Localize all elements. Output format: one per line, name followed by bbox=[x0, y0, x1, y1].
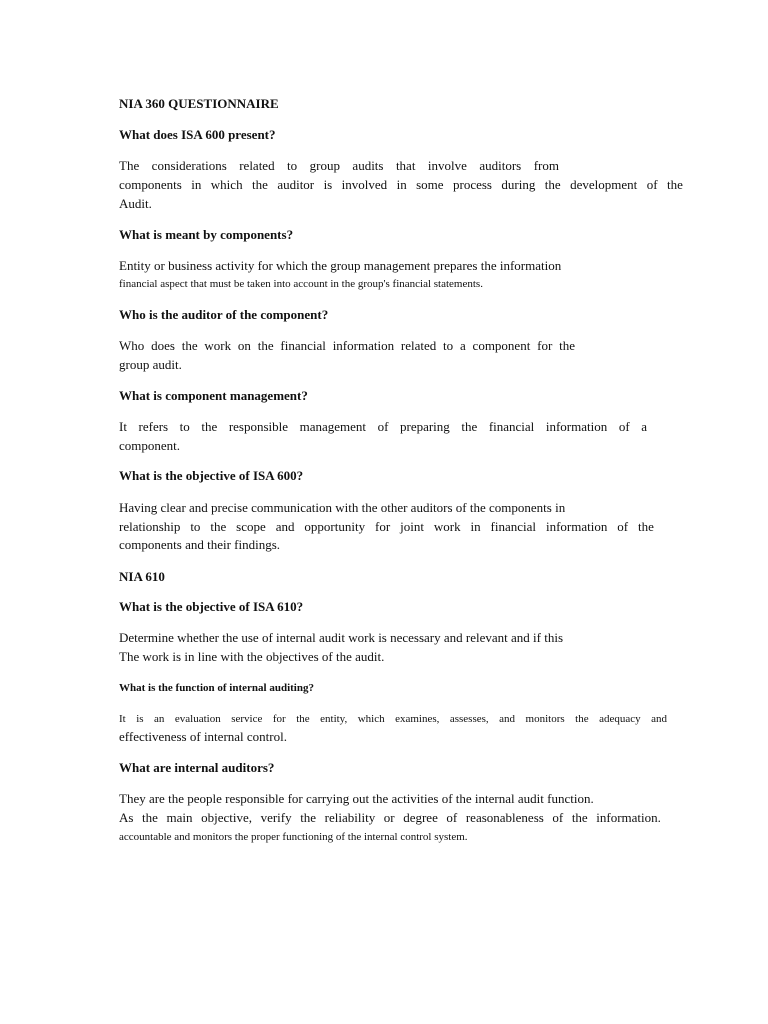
word: adequacy bbox=[599, 713, 641, 725]
word: information. bbox=[596, 810, 661, 825]
word: component bbox=[472, 338, 531, 353]
word: information bbox=[545, 519, 608, 534]
word: objective, bbox=[201, 810, 252, 825]
answer-line bbox=[119, 177, 683, 193]
word: the bbox=[638, 519, 654, 534]
word: opportunity bbox=[304, 519, 366, 534]
word: It bbox=[119, 419, 127, 434]
word: As bbox=[119, 810, 134, 825]
word: refers bbox=[138, 419, 169, 434]
word: involved bbox=[341, 177, 388, 192]
word: relationship bbox=[119, 519, 181, 534]
word: related bbox=[400, 338, 437, 353]
word: and bbox=[651, 713, 667, 725]
answer-line bbox=[119, 158, 559, 174]
question-isa600-present: What does ISA 600 present? bbox=[119, 127, 276, 142]
word: and bbox=[499, 713, 516, 725]
word: of bbox=[377, 419, 389, 434]
word: to bbox=[443, 338, 454, 353]
word: process bbox=[453, 177, 492, 192]
word: the bbox=[296, 713, 310, 725]
question-isa600-objective: What is the objective of ISA 600? bbox=[119, 468, 304, 483]
word: for bbox=[375, 519, 391, 534]
answer-line: Having clear and precise communication with the other auditors of the components in bbox=[119, 500, 566, 515]
word: examines, bbox=[395, 713, 440, 725]
question-internal-auditors: What are internal auditors? bbox=[119, 760, 275, 775]
answer-line: They are the people responsible for carrying out the activities of the internal audit function. bbox=[119, 791, 594, 806]
word: information bbox=[332, 338, 395, 353]
word: which bbox=[210, 177, 243, 192]
word: on bbox=[237, 338, 251, 353]
word: the bbox=[210, 519, 227, 534]
word: information bbox=[545, 419, 608, 434]
word: evaluation bbox=[174, 713, 221, 725]
word: audits bbox=[352, 158, 384, 173]
answer-line: group audit. bbox=[119, 357, 182, 372]
word: in bbox=[470, 519, 481, 534]
word: the bbox=[544, 177, 561, 192]
answer-line: component. bbox=[119, 438, 181, 453]
word: verify bbox=[260, 810, 292, 825]
answer-line: effectiveness of internal control. bbox=[119, 729, 287, 744]
word: is bbox=[136, 713, 144, 725]
answer-line bbox=[119, 419, 647, 435]
word: of bbox=[552, 810, 564, 825]
word: and bbox=[275, 519, 295, 534]
word: service bbox=[231, 713, 263, 725]
word: a bbox=[641, 419, 647, 434]
word: main bbox=[166, 810, 193, 825]
word: of bbox=[617, 519, 629, 534]
word: work bbox=[204, 338, 232, 353]
answer-line bbox=[119, 338, 575, 354]
word: the bbox=[461, 419, 478, 434]
word: the bbox=[300, 810, 317, 825]
word: which bbox=[357, 713, 385, 725]
word: preparing bbox=[399, 419, 450, 434]
document-title: NIA 360 QUESTIONNAIRE bbox=[119, 96, 279, 111]
word: some bbox=[416, 177, 444, 192]
answer-line: accountable and monitors the proper functioning of the internal control system. bbox=[119, 831, 468, 843]
answer-line: The work is in line with the objectives of the audit. bbox=[119, 649, 385, 664]
answer-line bbox=[119, 519, 654, 535]
word: responsible bbox=[228, 419, 289, 434]
word: involve bbox=[427, 158, 467, 173]
answer-line: Entity or business activity for which the group management prepares the information bbox=[119, 258, 562, 273]
question-component-management: What is component management? bbox=[119, 388, 308, 403]
word: to bbox=[179, 419, 190, 434]
word: from bbox=[533, 158, 559, 173]
word: considerations bbox=[151, 158, 227, 173]
word: auditor bbox=[277, 177, 315, 192]
word: is bbox=[323, 177, 333, 192]
word: Who bbox=[119, 338, 145, 353]
question-component-auditor: Who is the auditor of the component? bbox=[119, 307, 329, 322]
word: or bbox=[383, 810, 395, 825]
word: to bbox=[190, 519, 201, 534]
word: of bbox=[618, 419, 630, 434]
answer-line bbox=[119, 711, 667, 727]
word: financial bbox=[280, 338, 326, 353]
word: of bbox=[446, 810, 458, 825]
word: related bbox=[239, 158, 275, 173]
word: work bbox=[433, 519, 461, 534]
word: the bbox=[257, 338, 274, 353]
question-internal-audit-function: What is the function of internal auditing? bbox=[119, 682, 314, 694]
answer-line: Audit. bbox=[119, 196, 152, 211]
answer-line: financial aspect that must be taken into account in the group's financial statements. bbox=[119, 278, 483, 290]
word: components bbox=[119, 177, 182, 192]
word: group bbox=[309, 158, 340, 173]
word: financial bbox=[490, 519, 537, 534]
word: It bbox=[119, 713, 126, 725]
word: development bbox=[570, 177, 638, 192]
word: financial bbox=[488, 419, 535, 434]
question-isa610-objective: What is the objective of ISA 610? bbox=[119, 599, 304, 614]
word: does bbox=[151, 338, 175, 353]
word: management bbox=[299, 419, 367, 434]
word: auditors bbox=[479, 158, 522, 173]
word: joint bbox=[400, 519, 424, 534]
word: monitors bbox=[525, 713, 565, 725]
word: the bbox=[201, 419, 218, 434]
word: a bbox=[459, 338, 466, 353]
answer-line: Determine whether the use of internal audit work is necessary and relevant and if this bbox=[119, 630, 564, 645]
word: the bbox=[142, 810, 158, 825]
word: the bbox=[559, 338, 575, 353]
section-title-nia610: NIA 610 bbox=[119, 569, 165, 584]
word: in bbox=[396, 177, 407, 192]
question-components: What is meant by components? bbox=[119, 227, 294, 242]
word: the bbox=[575, 713, 589, 725]
word: entity, bbox=[320, 713, 348, 725]
word: The bbox=[119, 158, 140, 173]
word: reasonableness bbox=[465, 810, 544, 825]
word: an bbox=[154, 713, 165, 725]
answer-line: components and their findings. bbox=[119, 537, 281, 552]
word: during bbox=[501, 177, 536, 192]
word: the bbox=[252, 177, 268, 192]
word: to bbox=[287, 158, 298, 173]
word: the bbox=[571, 810, 588, 825]
answer-line bbox=[119, 810, 661, 826]
word: reliability bbox=[324, 810, 376, 825]
word: for bbox=[272, 713, 286, 725]
word: degree bbox=[403, 810, 438, 825]
word: in bbox=[191, 177, 202, 192]
word: of bbox=[646, 177, 658, 192]
word: the bbox=[666, 177, 683, 192]
word: assesses, bbox=[449, 713, 489, 725]
word: scope bbox=[236, 519, 266, 534]
word: the bbox=[181, 338, 198, 353]
word: for bbox=[537, 338, 553, 353]
word: that bbox=[395, 158, 416, 173]
